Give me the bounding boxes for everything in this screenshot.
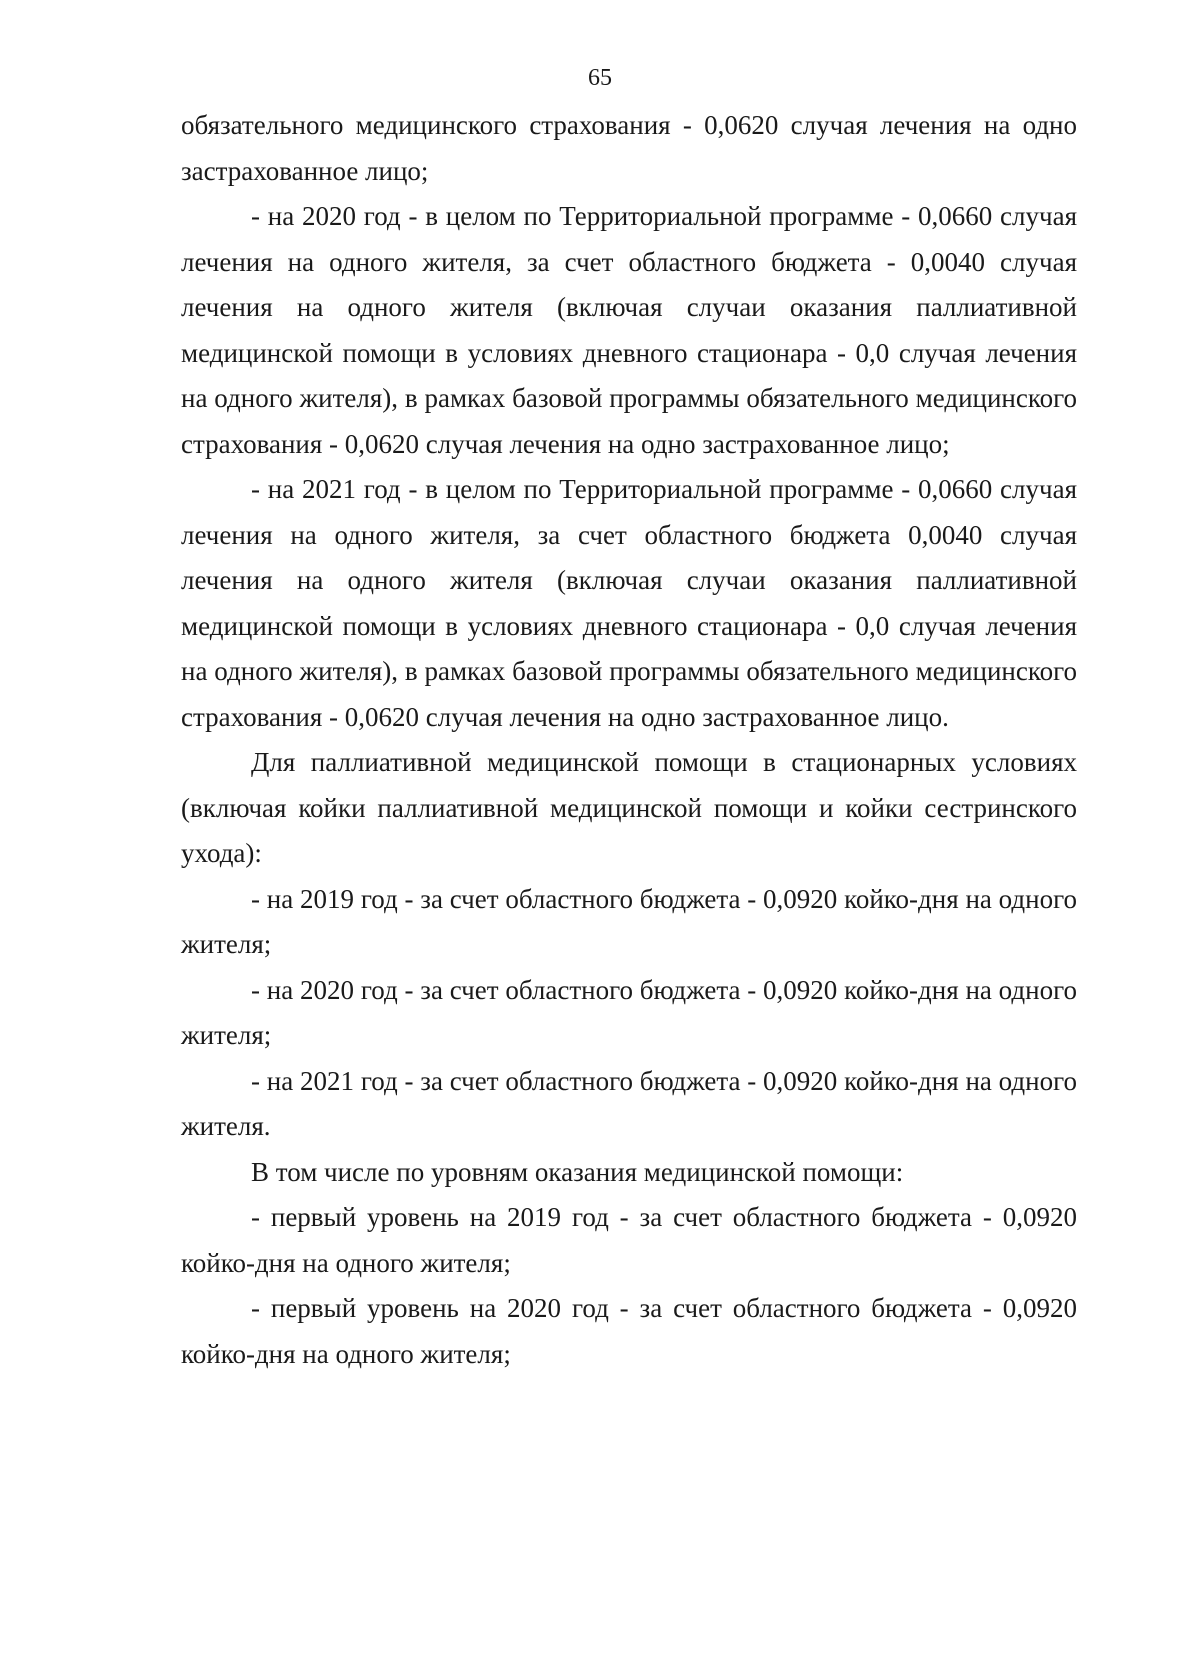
paragraph-2020-palliative: - на 2020 год - за счет областного бюджета - 0,0920 койко-дня на одного жителя;: [181, 974, 1077, 1050]
paragraph-2021-palliative: - на 2021 год - за счет областного бюджета - 0,0920 койко-дня на одного жителя.: [181, 1065, 1077, 1141]
paragraph-first-level-2019: - первый уровень на 2019 год - за счет областного бюджета - 0,0920 койко-дня на одного жителя;: [181, 1202, 1077, 1278]
paragraph-levels-intro: В том числе по уровням оказания медицинской помощи:: [251, 1156, 904, 1187]
paragraph-first-level-2020: - первый уровень на 2020 год - за счет областного бюджета - 0,0920 койко-дня на одного жителя;: [181, 1293, 1077, 1369]
paragraph-continuation: обязательного медицинского страхования - 0,0620 случая лечения на одно застрахованное лицо;: [181, 110, 1077, 186]
page-number: 65: [588, 65, 612, 91]
document-body: [181, 103, 1077, 1377]
paragraph-2019-palliative: - на 2019 год - за счет областного бюджета - 0,0920 койко-дня на одного жителя;: [181, 883, 1077, 959]
paragraph-palliative-intro: Для паллиативной медицинской помощи в стационарных условиях (включая койки паллиативной медицинской помощи и койки сестринского ухода):: [181, 747, 1077, 868]
paragraph-2021-day-hospital: - на 2021 год - в целом по Территориальной программе - 0,0660 случая лечения на одного жителя, за счет областного бюджета 0,0040 случая лечения на одного жителя (включая случаи оказания паллиативной медицинской помощи в условиях дневного стационара - 0,0 случая лечения на одного жителя), в рамках базовой программы обязательного медицинского страхования - 0,0620 случая лечения на одно застрахованное лицо.: [181, 474, 1077, 732]
paragraph-2020-day-hospital: - на 2020 год - в целом по Территориальной программе - 0,0660 случая лечения на одного жителя, за счет областного бюджета - 0,0040 случая лечения на одного жителя (включая случаи оказания паллиативной медицинской помощи в условиях дневного стационара - 0,0 случая лечения на одного жителя), в рамках базовой программы обязательного медицинского страхования - 0,0620 случая лечения на одно застрахованное лицо;: [181, 201, 1077, 459]
